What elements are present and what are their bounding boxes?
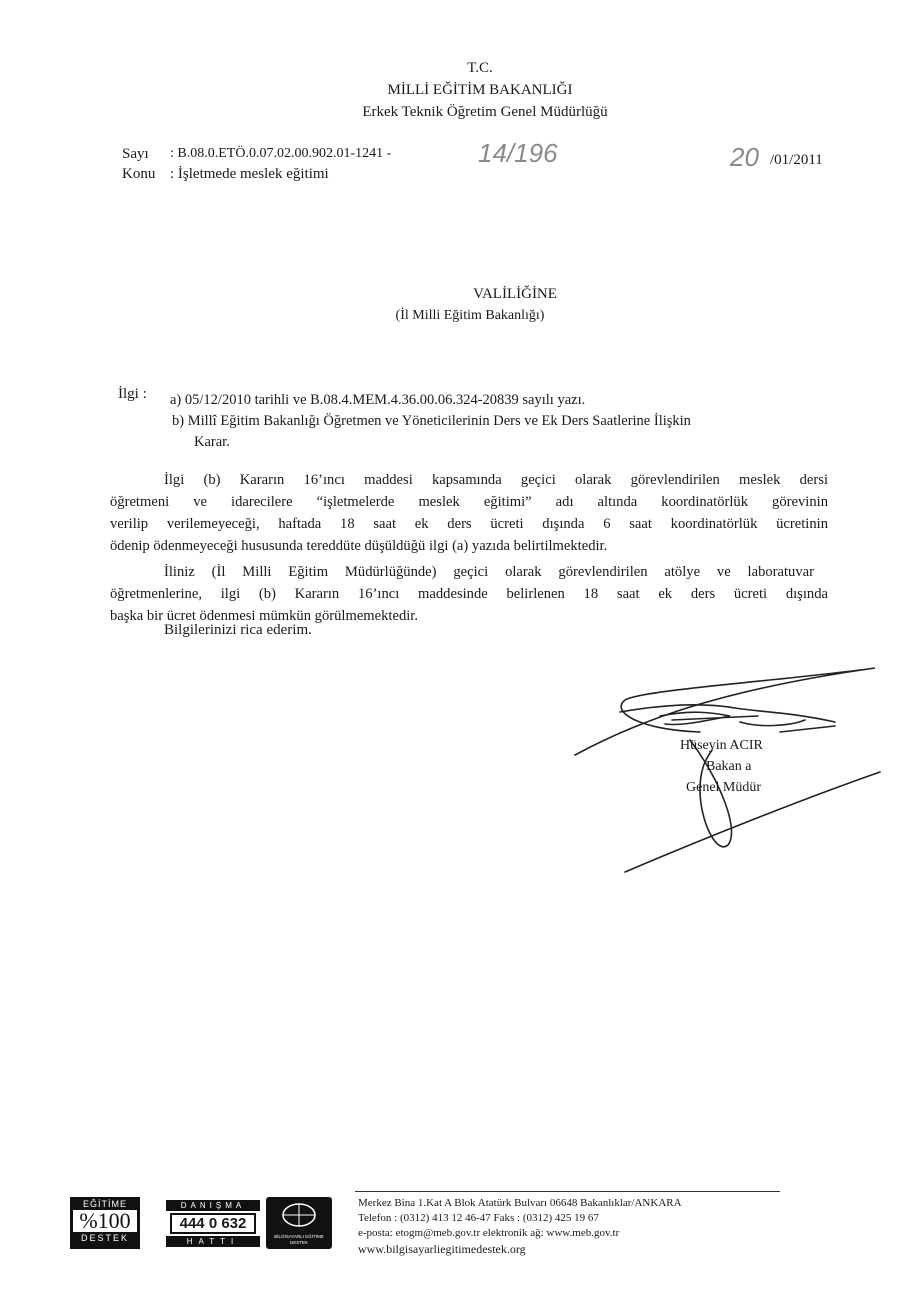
logo1-bottom: DESTEK [80,1233,129,1243]
danisma-hatti-logo [166,1200,260,1246]
header-ministry: MİLLİ EĞİTİM BAKANLIĞI [387,82,573,98]
konu-label: Konu [122,166,156,182]
footer-phone: Telefon : (0312) 413 12 46-47 Faks : (0312) 425 19 67 [358,1212,599,1224]
konu-value: : İşletmede meslek eğitimi [170,166,329,182]
ilgi-a: a) 05/12/2010 tarihli ve B.08.4.MEM.4.36.00.06.324-20839 sayılı yazı. [170,392,586,408]
paragraph-2-line: öğretmenlerine, ilgi (b) Kararın 16’ıncı maddesinde belirlenen 18 saat ek ders ücreti dışında [110,586,828,602]
bilgisayarli-egitime-destek-logo [266,1197,332,1249]
recipient-title: VALİLİĞİNE [473,286,557,302]
signer-name: Hüseyin ACIR [680,738,763,753]
signer-role-1: Bakan a [706,759,752,774]
closing-text: Bilgilerinizi rica ederim. [164,622,312,638]
header-country: T.C. [467,60,493,76]
sayi-value: : B.08.0.ETÖ.0.07.02.00.902.01-1241 - [170,146,392,161]
paragraph-2-line: başka bir ücret ödenmesi mümkün görülmemektedir. [110,608,419,624]
footer-website: www.bilgisayarliegitimedestek.org [358,1242,526,1256]
signer-role-2: Genel Müdür [686,780,762,795]
footer-address: Merkez Bina 1.Kat A Blok Atatürk Bulvarı 06648 Bakanlıklar/ANKARA [358,1197,682,1209]
sayi-label: Sayı [122,146,149,162]
paragraph-1-line: İlgi (b) Kararın 16’ıncı maddesi kapsamında geçici olarak görevlendirilen meslek dersi [164,472,828,488]
egitime-destek-logo [70,1197,140,1249]
paragraph-1-line: ödenip ödenmeyeceği hususunda tereddüte düşüldüğü ilgi (a) yazıda belirtilmektedir. [110,538,608,554]
ilgi-b-line1: b) Millî Eğitim Bakanlığı Öğretmen ve Yöneticilerinin Ders ve Ek Ders Saatlerine İlişkin [172,413,691,429]
paragraph-1-line: öğretmeni ve idarecilere “işletmelerde meslek eğitimi” adı altında koordinatörlük görevinin [110,494,828,510]
footer-email: e-posta: etogm@meb.gov.tr elektronik ağ: www.meb.gov.tr [358,1227,620,1239]
ilgi-b-line2: Karar. [194,434,230,450]
paragraph-1-line: verilip verilemeyeceği, haftada 18 saat ek ders ücreti dışında 6 saat koordinatörlük ücretinin [110,516,828,532]
ilgi-label: İlgi : [118,386,147,402]
logo2-bottom: HATTI [166,1236,260,1247]
paragraph-2-line: İliniz (İl Milli Eğitim Müdürlüğünde) geçici olarak görevlendirilen atölye ve laboratuvar [164,564,814,580]
logo2-mid: 444 0 632 [170,1213,256,1234]
logo2-top: DANIŞMA [166,1200,260,1211]
sayi-handwritten: 14/196 [478,138,558,168]
recipient-subtitle: (İl Milli Eğitim Bakanlığı) [395,308,545,323]
logo3-text: BİLGİSAYARLI EĞİTİME DESTEK [274,1234,324,1245]
date-printed: /01/2011 [770,152,823,168]
logo1-mid: %100 [73,1210,137,1232]
globe-icon [279,1201,319,1229]
header-directorate: Erkek Teknik Öğretim Genel Müdürlüğü [362,104,608,120]
footer-divider [355,1191,780,1192]
logo1-top: EĞİTİME [82,1199,127,1209]
date-handwritten: 20 [730,142,759,172]
